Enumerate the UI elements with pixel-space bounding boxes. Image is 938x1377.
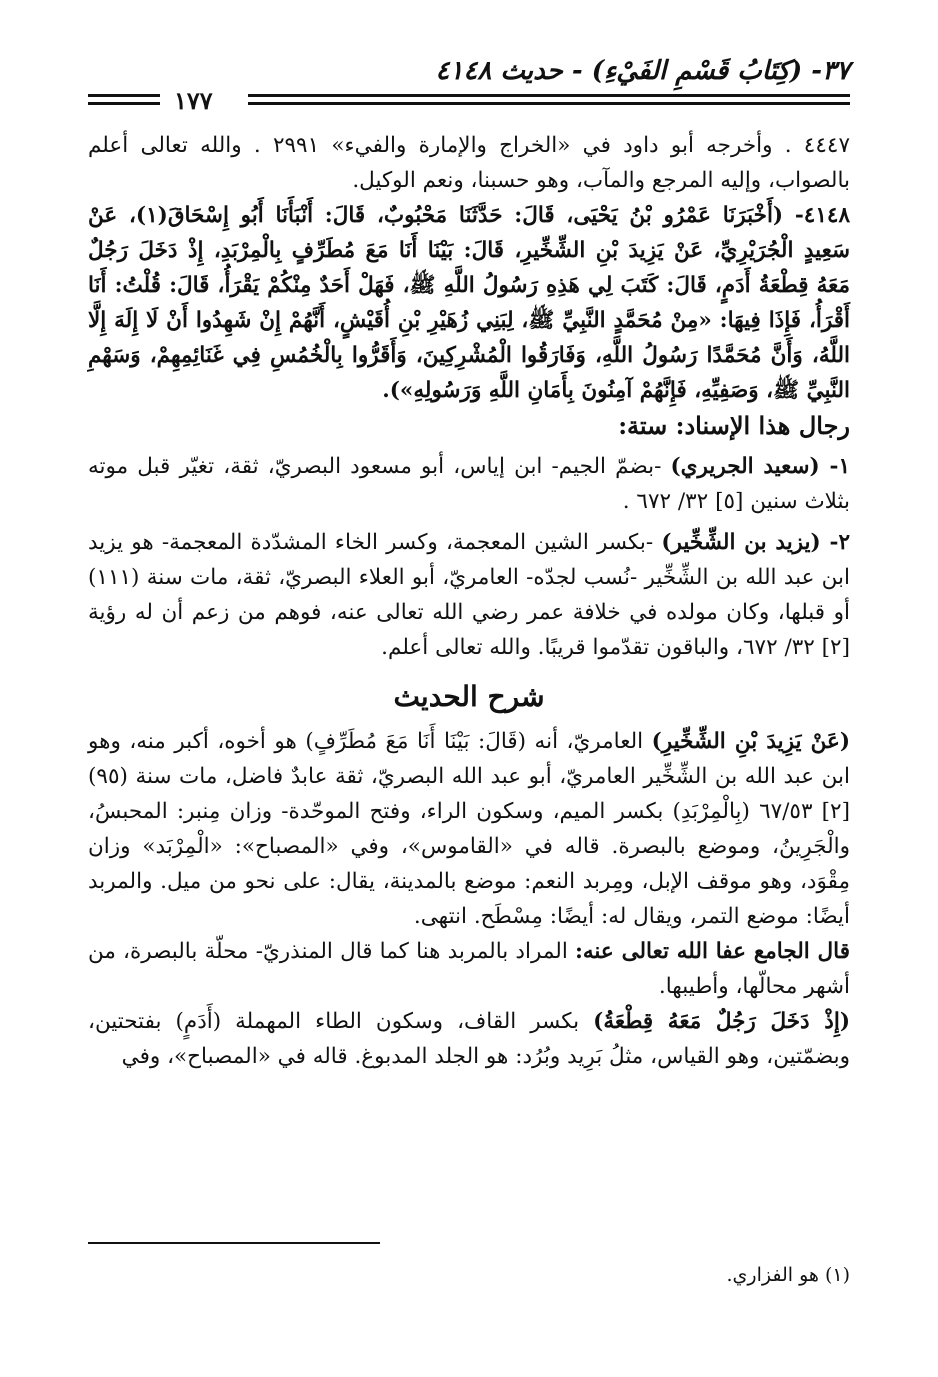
- narrator-entry: [88, 525, 850, 665]
- narrator-name: ٢- (يزيد بن الشِّخِّير): [661, 530, 850, 555]
- header-rule: [88, 102, 160, 105]
- sharh-lead: قال الجامع عفا الله تعالى عنه:: [574, 939, 850, 964]
- narrator-entry: [88, 449, 850, 519]
- sharh-heading: شرح الحديث: [393, 680, 545, 713]
- page-body: [88, 128, 850, 1074]
- sharh-lead: (عَنْ يَزِيدَ بْنِ الشِّخِّيرِ): [651, 729, 850, 754]
- page-number: ١٧٧: [174, 86, 213, 115]
- header-rule: [88, 94, 160, 97]
- sharh-paragraph: [88, 1004, 850, 1074]
- isnad-heading: رجال هذا الإسناد: ستة:: [618, 411, 850, 440]
- footnote-separator: [88, 1242, 380, 1244]
- sharh-paragraph: [88, 724, 850, 934]
- header-rule: [248, 94, 850, 97]
- header-rule: [248, 102, 850, 105]
- narrator-name: ١- (سعيد الجريري): [670, 454, 850, 479]
- sharh-text: بكسر القاف، وسكون الطاء المهملة (أَدَمٍ) بفتحتين، وبضمّتين، وهو القياس، مثلُ بَرِيد وبُرُد: هو الجلد المدبوغ. قاله في «المصباح»، وفي: [88, 1009, 850, 1069]
- sharh-text: المراد بالمربد هنا كما قال المنذريّ- محلّة بالبصرة، من أشهر محالّها، وأطيبها.: [88, 939, 850, 999]
- header-title: ٣٧- (كِتَابُ قَسْمِ الفَيْءِ) - حديث ٤١٤٨: [435, 56, 850, 86]
- sharh-paragraph: [88, 934, 850, 1004]
- sharh-text: العامريّ، أنه (قَالَ: بَيْنَا أَنَا مَعَ مُطَرِّفٍ) هو أخوه، أكبر منه، وهو ابن عبد الله بن الشِّخِّير العامريّ، أبو عبد الله البصريّ، ثقة عابدٌ فاضل، مات سنة (٩٥) [٢] ٦٧/٥٣ (بِالْمِرْبَدِ) بكسر الميم، وسكون الراء، وفتح الموحّدة- وزان مِنبر: المحبسُ، والْجَرِينُ، وموضع بالبصرة. قاله في «القاموس»، وفي «المصباح»: «الْمِرْبَد» وزان مِقْوَد، وهو موقف الإبل، ومِربد النعم: موضع بالمدينة، يقال: على نحو من ميل. والمربد أيضًا: موضع التمر، ويقال له: أيضًا: مِسْطَح. انتهى.: [88, 729, 850, 929]
- footnote: (١) هو الفزاري.: [726, 1264, 850, 1286]
- narrator-description: -بكسر الشين المعجمة، وكسر الخاء المشدّدة المعجمة- هو يزيد ابن عبد الله بن الشِّخِّير -نُسب لجدّه- العامريّ، أبو العلاء البصريّ، ثقة، مات سنة (١١١) أو قبلها، وكان مولده في خلافة عمر رضي الله تعالى عنه، فوهم من زعم أن له رؤية [٢] ٣٢/ ٦٧٢، والباقون تقدّموا قريبًا. والله تعالى أعلم.: [88, 530, 850, 660]
- narrator-description: -بضمّ الجيم- ابن إياس، أبو مسعود البصريّ، ثقة، تغيّر قبل موته بثلاث سنين [٥] ٣٢/ ٦٧٢ .: [88, 454, 850, 514]
- continuation-paragraph: ٤٤٤٧ . وأخرجه أبو داود في «الخراج والإمارة والفيء» ٢٩٩١ . والله تعالى أعلم بالصواب، وإليه المرجع والمآب، وهو حسبنا، ونعم الوكيل.: [88, 133, 850, 193]
- sharh-lead: (إِذْ دَخَلَ رَجُلٌ مَعَهُ قِطْعَةُ): [593, 1009, 850, 1034]
- hadith-text: ٤١٤٨- (أَخْبَرَنَا عَمْرُو بْنُ يَحْيَى، قَالَ: حَدَّثَنَا مَحْبُوبٌ، قَالَ: أَنْبَأَنَا أَبُو إِسْحَاقَ(١)، عَنْ سَعِيدٍ الْجُرَيْرِيِّ، عَنْ يَزِيدَ بْنِ الشِّخِّيرِ، قَالَ: بَيْنَا أَنَا مَعَ مُطَرِّفٍ بِالْمِرْبَدِ، إِذْ دَخَلَ رَجُلٌ مَعَهُ قِطْعَةُ أَدَمٍ، قَالَ: كَتَبَ لِي هَذِهِ رَسُولُ اللَّهِ ﷺ، فَهَلْ أَحَدٌ مِنْكُمْ يَقْرَأُ، قَالَ: قُلْتُ: أَنَا أَقْرَأُ، فَإِذَا فِيهَا: «مِنْ مُحَمَّدٍ النَّبِيِّ ﷺ، لِبَنِي زُهَيْرِ بْنِ أُقَيْشٍ، أَنَّهُمْ إِنْ شَهِدُوا أَنْ لَا إِلَهَ إِلَّا اللَّهُ، وَأَنَّ مُحَمَّدًا رَسُولُ اللَّهِ، وَفَارَقُوا الْمُشْرِكِينَ، وَأَقَرُّوا بِالْخُمُسِ فِي غَنَائِمِهِمْ، وَسَهْمِ النَّبِيِّ ﷺ، وَصَفِيِّهِ، فَإِنَّهُمْ آمِنُونَ بِأَمَانِ اللَّهِ وَرَسُولِهِ»).: [88, 203, 850, 403]
- running-header: [88, 56, 850, 114]
